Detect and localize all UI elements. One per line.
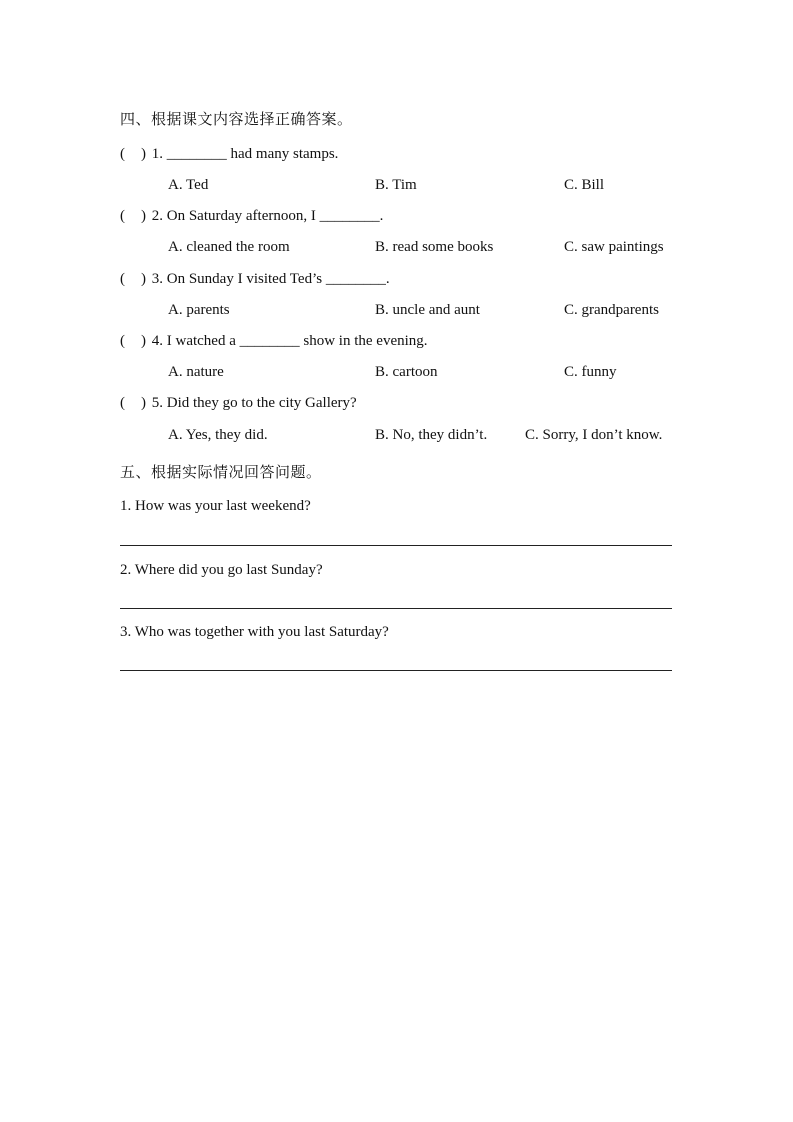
question-5 [120,395,357,412]
answer-line-1[interactable] [120,545,672,546]
question-2-options [0,239,793,259]
question-2-prompt: 2. On Saturday afternoon, I ________. [151,208,384,224]
question-1-prompt: 1. ________ had many stamps. [151,146,339,162]
close-paren: ) [141,271,146,287]
question-5-option-b: B. No, they didn’t. [375,427,488,443]
answer-blank-4[interactable] [120,333,148,350]
open-question-1: 1. How was your last weekend? [120,498,311,514]
question-4-prompt: 4. I watched a ________ show in the evening. [151,333,428,349]
question-3 [120,271,390,288]
question-3-option-c: C. grandparents [564,302,659,318]
close-paren: ) [141,208,146,224]
question-5-option-c: C. Sorry, I don’t know. [525,427,663,443]
question-3-option-b: B. uncle and aunt [375,302,480,318]
question-2 [120,208,383,225]
question-4-option-b: B. cartoon [375,364,438,380]
question-1 [120,146,338,163]
question-2-option-a: A. cleaned the room [168,239,290,255]
question-1-option-b: B. Tim [375,177,417,193]
section-4-heading: 四、根据课文内容选择正确答案。 [120,110,353,128]
question-3-option-a: A. parents [168,302,230,318]
answer-blank-5[interactable] [120,395,148,412]
question-4-option-a: A. nature [168,364,224,380]
open-paren: ( [120,395,125,411]
question-5-options [0,427,793,447]
close-paren: ) [141,146,146,162]
question-2-option-c: C. saw paintings [564,239,664,255]
answer-line-3[interactable] [120,670,672,671]
question-4-options [0,364,793,384]
question-3-options [0,302,793,322]
answer-line-2[interactable] [120,608,672,609]
question-4 [120,333,428,350]
open-paren: ( [120,333,125,349]
question-5-prompt: 5. Did they go to the city Gallery? [151,395,357,411]
open-paren: ( [120,208,125,224]
close-paren: ) [141,395,146,411]
answer-blank-1[interactable] [120,146,148,163]
question-1-option-a: A. Ted [168,177,209,193]
question-3-prompt: 3. On Sunday I visited Ted’s ________. [151,271,390,287]
question-1-option-c: C. Bill [564,177,605,193]
open-question-3: 3. Who was together with you last Saturday? [120,624,389,640]
section-5-heading: 五、根据实际情况回答问题。 [120,463,322,481]
answer-blank-3[interactable] [120,271,148,288]
open-question-2: 2. Where did you go last Sunday? [120,562,323,578]
answer-blank-2[interactable] [120,208,148,225]
question-5-option-a: A. Yes, they did. [168,427,268,443]
question-2-option-b: B. read some books [375,239,494,255]
open-paren: ( [120,271,125,287]
question-4-option-c: C. funny [564,364,617,380]
open-paren: ( [120,146,125,162]
question-1-options [0,177,793,197]
close-paren: ) [141,333,146,349]
